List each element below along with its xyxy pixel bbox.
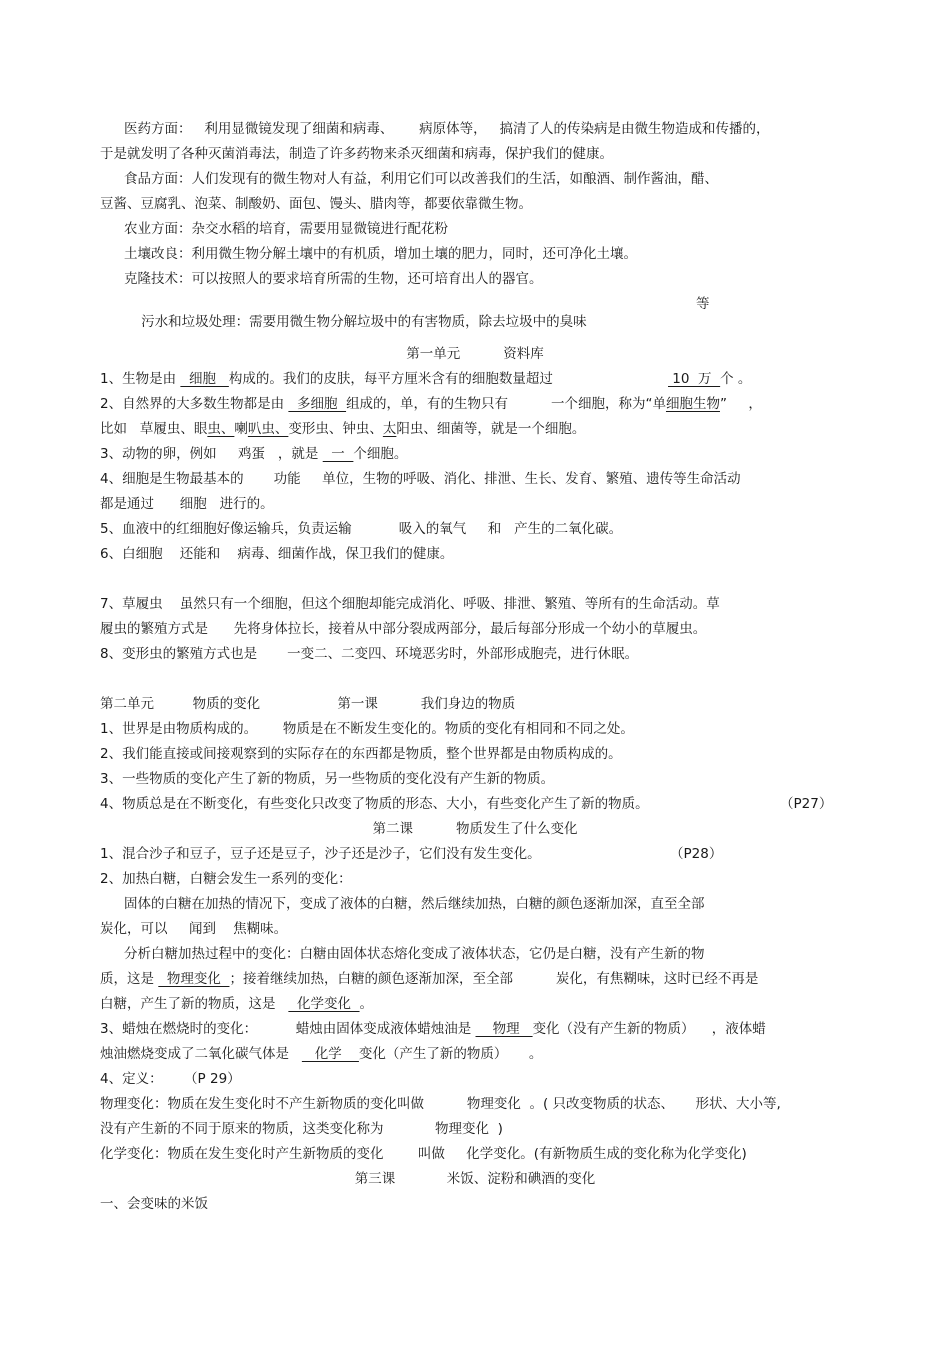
unit1-title: 第一单元 资料库: [406, 346, 544, 362]
lesson2-title: 第二课 物质发生了什么变化: [372, 821, 578, 837]
blank-number: 10 万: [668, 371, 721, 387]
lesson2-item-1: 1、混合沙子和豆子，豆子还是豆子，沙子还是沙子，它们没有发生变化。: [100, 846, 541, 862]
sugar-analysis-3: 白糖，产生了新的物质，这是 化学变化 。: [100, 996, 374, 1012]
blank-chemical-change: 化学变化: [288, 996, 360, 1012]
lesson2-item-2: 2、加热白糖，白糖会发生一系列的变化：: [100, 871, 352, 887]
sugar-analysis-1: 分析白糖加热过程中的变化：白糖由固体状态熔化变成了液体状态，它仍是白糖，没有产生新的物: [124, 946, 705, 962]
unit1-item-1: 1、生物是由 细胞 构成的。我们的皮肤，每平方厘米含有的细胞数量超过: [100, 371, 553, 387]
unit2-item-4: 4、物质总是在不断变化，有些变化只改变了物质的形态、大小，有些变化产生了新的物质。: [100, 796, 649, 812]
sugar-paragraph-1: 固体的白糖在加热的情况下，变成了液体的白糖，然后继续加热，白糖的颜色逐渐加深，直至全部: [124, 896, 705, 912]
blank-cell: 细胞: [180, 371, 229, 387]
unit2-header: 第二单元 物质的变化 第一课 我们身边的物质: [100, 696, 516, 712]
page-ref-p27: （P27）: [780, 796, 833, 812]
blank-physical-change: 物理变化: [158, 971, 230, 987]
page-ref-p28: （P28）: [670, 846, 723, 862]
unit2-item-1: 1、世界是由物质构成的。 物质是在不断发生变化的。物质的变化有相同和不同之处。: [100, 721, 634, 737]
lesson2-item-3-cont: 烛油燃烧变成了二氧化碳气体是 化学 变化（产生了新的物质） 。: [100, 1046, 543, 1062]
blank-unicellular: 细胞生物: [665, 396, 720, 412]
definition-physical-cont: 没有产生新的不同于原来的物质，这类变化称为 物理变化 ): [100, 1121, 503, 1137]
lesson3-title: 第三课 米饭、淀粉和碘酒的变化: [354, 1171, 596, 1187]
sewage-tail: 等: [696, 296, 710, 312]
unit2-item-3: 3、一些物质的变化产生了新的物质，另一些物质的变化没有产生新的物质。: [100, 771, 555, 787]
unit1-item-3: 3、动物的卵，例如 鸡蛋 ，就是 一 个细胞。: [100, 446, 408, 462]
intro-food-line-2: 豆酱、豆腐乳、泡菜、制酸奶、面包、馒头、腊肉等，都要依靠微生物。: [100, 196, 532, 212]
unit2-item-2: 2、我们能直接或间接观察到的实际存在的东西都是物质，整个世界都是由物质构成的。: [100, 746, 622, 762]
intro-medicine-line-2: 于是就发明了各种灭菌消毒法，制造了许多药物来杀灭细菌和病毒，保护我们的健康。: [100, 146, 613, 162]
blank-multicellular: 多细胞: [288, 396, 347, 412]
unit1-item-2: 2、自然界的大多数生物都是由 多细胞 组成的，单，有的生物只有 一个细胞，称为“单细胞生物” ，: [100, 396, 762, 412]
unit1-item-2-examples: 比如 草履虫、眼虫、喇叭虫、变形虫、钟虫、太阳虫、细菌等，就是一个细胞。: [100, 421, 586, 437]
unit1-item-1-tail: 10 万 个 。: [668, 371, 752, 387]
intro-food-line: 食品方面：人们发现有的微生物对人有益，利用它们可以改善我们的生活，如酿酒、制作酱油，醋、: [124, 171, 718, 187]
unit1-item-8: 8、变形虫的繁殖方式也是 一变二、二变四、环境恶劣时，外部形成胞壳，进行休眠。: [100, 646, 639, 662]
blank-physical: 物理: [475, 1021, 533, 1037]
intro-sewage-line: [124, 295, 587, 349]
unit1-item-5: 5、血液中的红细胞好像运输兵，负责运输 吸入的氧气 和 产生的二氧化碳。: [100, 521, 623, 537]
definition-chemical: 化学变化：物质在发生变化时产生新物质的变化 叫做 化学变化。(有新物质生成的变化称为化学变化): [100, 1146, 747, 1162]
sewage-text: 污水和垃圾处理：需要用微生物分解垃圾中的有害物质，除去垃圾中的臭味: [141, 314, 587, 330]
intro-medicine-line: 医药方面： 利用显微镜发现了细菌和病毒、 病原体等， 搞清了人的传染病是由微生物造成和传播的，: [124, 121, 770, 137]
intro-soil-line: 土壤改良：利用微生物分解土壤中的有机质，增加土壤的肥力，同时，还可净化土壤。: [124, 246, 637, 262]
intro-agriculture-line: 农业方面：杂交水稻的培育，需要用显微镜进行配花粉: [124, 221, 448, 237]
blank-chemical: 化学: [301, 1046, 359, 1062]
unit1-item-7-cont: 履虫的繁殖方式是 先将身体拉长，接着从中部分裂成两部分，最后每部分形成一个幼小的草履虫。: [100, 621, 707, 637]
sugar-paragraph-2: 炭化，可以 闻到 焦糊味。: [100, 921, 288, 937]
unit1-item-4-cont: 都是通过 细胞 进行的。: [100, 496, 274, 512]
blank-one: 一: [322, 446, 354, 462]
sugar-analysis-2: 质，这是 物理变化 ；接着继续加热，白糖的颜色逐渐加深，至全部 炭化，有焦糊味，这时已经不再是: [100, 971, 759, 987]
intro-cloning-line: 克隆技术：可以按照人的要求培育所需的生物，还可培育出人的器官。: [124, 271, 543, 287]
unit1-item-6: 6、白细胞 还能和 病毒、细菌作战，保卫我们的健康。: [100, 546, 454, 562]
definition-physical: 物理变化：物质在发生变化时不产生新物质的变化叫做 物理变化 。( 只改变物质的状态、 形状、大小等,: [100, 1096, 781, 1112]
lesson2-item-3: 3、蜡烛在燃烧时的变化： 蜡烛由固体变成液体蜡烛油是 物理 变化（没有产生新的物质） ，液体蜡: [100, 1021, 766, 1037]
lesson3-item-1: 一、会变味的米饭: [100, 1196, 208, 1212]
unit1-item-7: 7、草履虫 虽然只有一个细胞，但这个细胞却能完成消化、呼吸、排泄、繁殖、等所有的生命活动。草: [100, 596, 720, 612]
unit1-item-4: 4、细胞是生物最基本的 功能 单位，生物的呼吸、消化、排泄、生长、发育、繁殖、遗传等生命活动: [100, 471, 741, 487]
lesson2-item-4: 4、定义： （P 29）: [100, 1071, 241, 1087]
